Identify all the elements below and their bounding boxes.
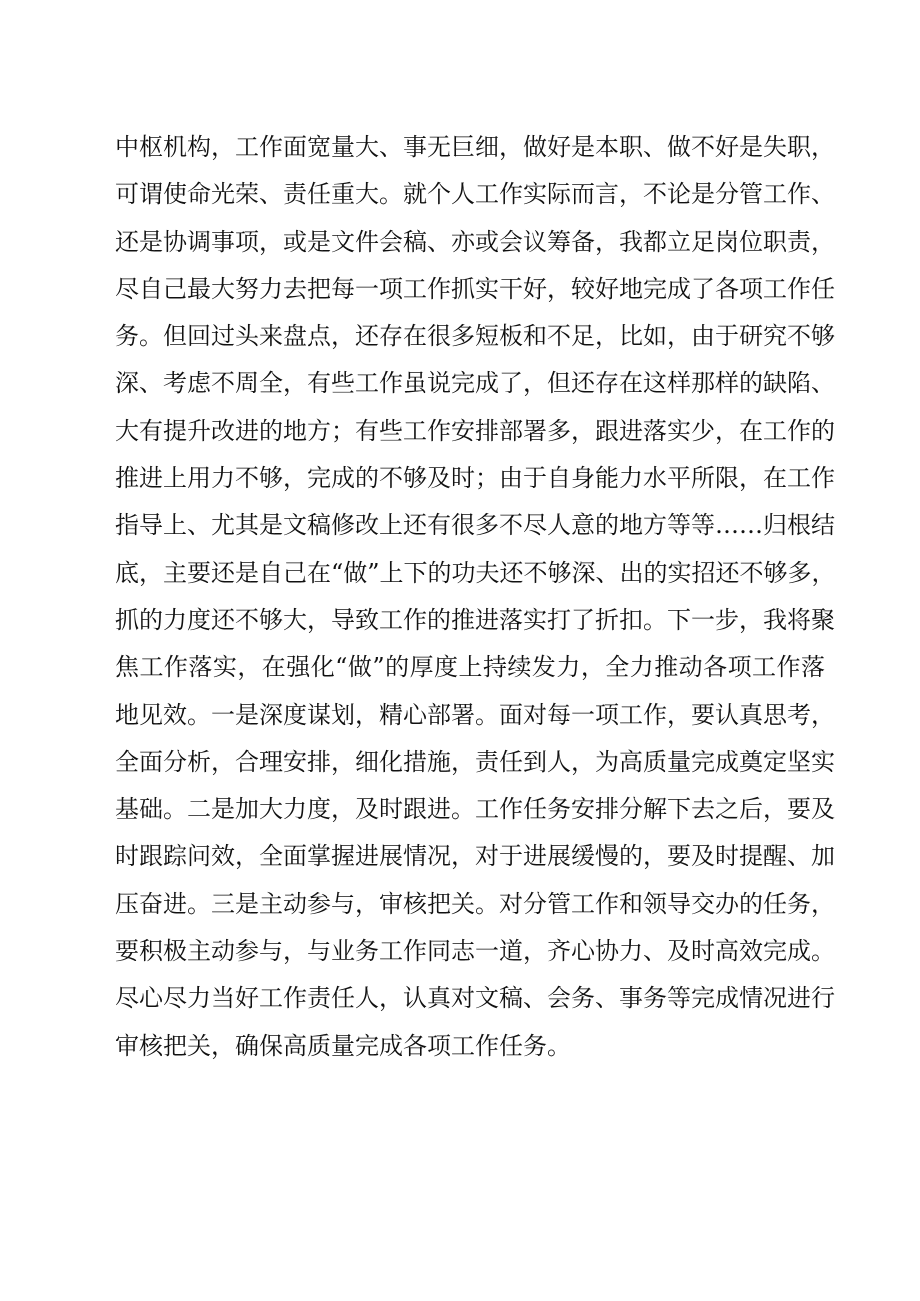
text-line: 深、考虑不周全，有些工作虽说完成了，但还存在这样那样的缺陷、 bbox=[115, 369, 835, 398]
text-line: 务。但回过头来盘点，还存在很多短板和不足，比如，由于研究不够 bbox=[115, 322, 835, 351]
text-line: 中枢机构，工作面宽量大、事无巨细，做好是本职、做不好是失职， bbox=[115, 133, 835, 161]
text-line: 可谓使命光荣、责任重大。就个人工作实际而言，不论是分管工作、 bbox=[115, 180, 835, 209]
text-line: 焦工作落实，在强化“做”的厚度上持续发力，全力推动各项工作落 bbox=[115, 653, 825, 682]
text-line: 指导上、尤其是文稿修改上还有很多不尽人意的地方等等……归根结 bbox=[115, 511, 835, 540]
text-line: 地见效。一是深度谋划，精心部署。面对每一项工作，要认真思考， bbox=[115, 700, 835, 729]
text-line: 尽心尽力当好工作责任人，认真对文稿、会务、事务等完成情况进行 bbox=[115, 984, 835, 1013]
text-line: 尽自己最大努力去把每一项工作抓实干好，较好地完成了各项工作任 bbox=[115, 274, 835, 303]
text-line: 推进上用力不够，完成的不够及时；由于自身能力水平所限，在工作 bbox=[115, 464, 835, 493]
text-line: 压奋进。三是主动参与，审核把关。对分管工作和领导交办的任务， bbox=[115, 889, 835, 918]
text-line: 还是协调事项，或是文件会稿、亦或会议筹备，我都立足岗位职责， bbox=[115, 227, 835, 256]
text-line: 大有提升改进的地方；有些工作安排部署多，跟进落实少，在工作的 bbox=[115, 416, 835, 445]
text-line: 全面分析，合理安排，细化措施，责任到人，为高质量完成奠定坚实 bbox=[115, 747, 835, 776]
text-line: 底，主要还是自己在“做”上下的功夫还不够深、出的实招还不够多， bbox=[115, 558, 836, 587]
text-line: 基础。二是加大力度，及时跟进。工作任务安排分解下去之后，要及 bbox=[115, 795, 835, 824]
text-line: 抓的力度还不够大，导致工作的推进落实打了折扣。下一步，我将聚 bbox=[115, 605, 835, 634]
body-paragraph bbox=[115, 124, 836, 1070]
text-line: 要积极主动参与，与业务工作同志一道，齐心协力、及时高效完成。 bbox=[115, 937, 835, 966]
text-line: 时跟踪问效，全面掌握进展情况，对于进展缓慢的，要及时提醒、加 bbox=[115, 842, 835, 871]
text-line: 审核把关，确保高质量完成各项工作任务。 bbox=[115, 1031, 571, 1060]
